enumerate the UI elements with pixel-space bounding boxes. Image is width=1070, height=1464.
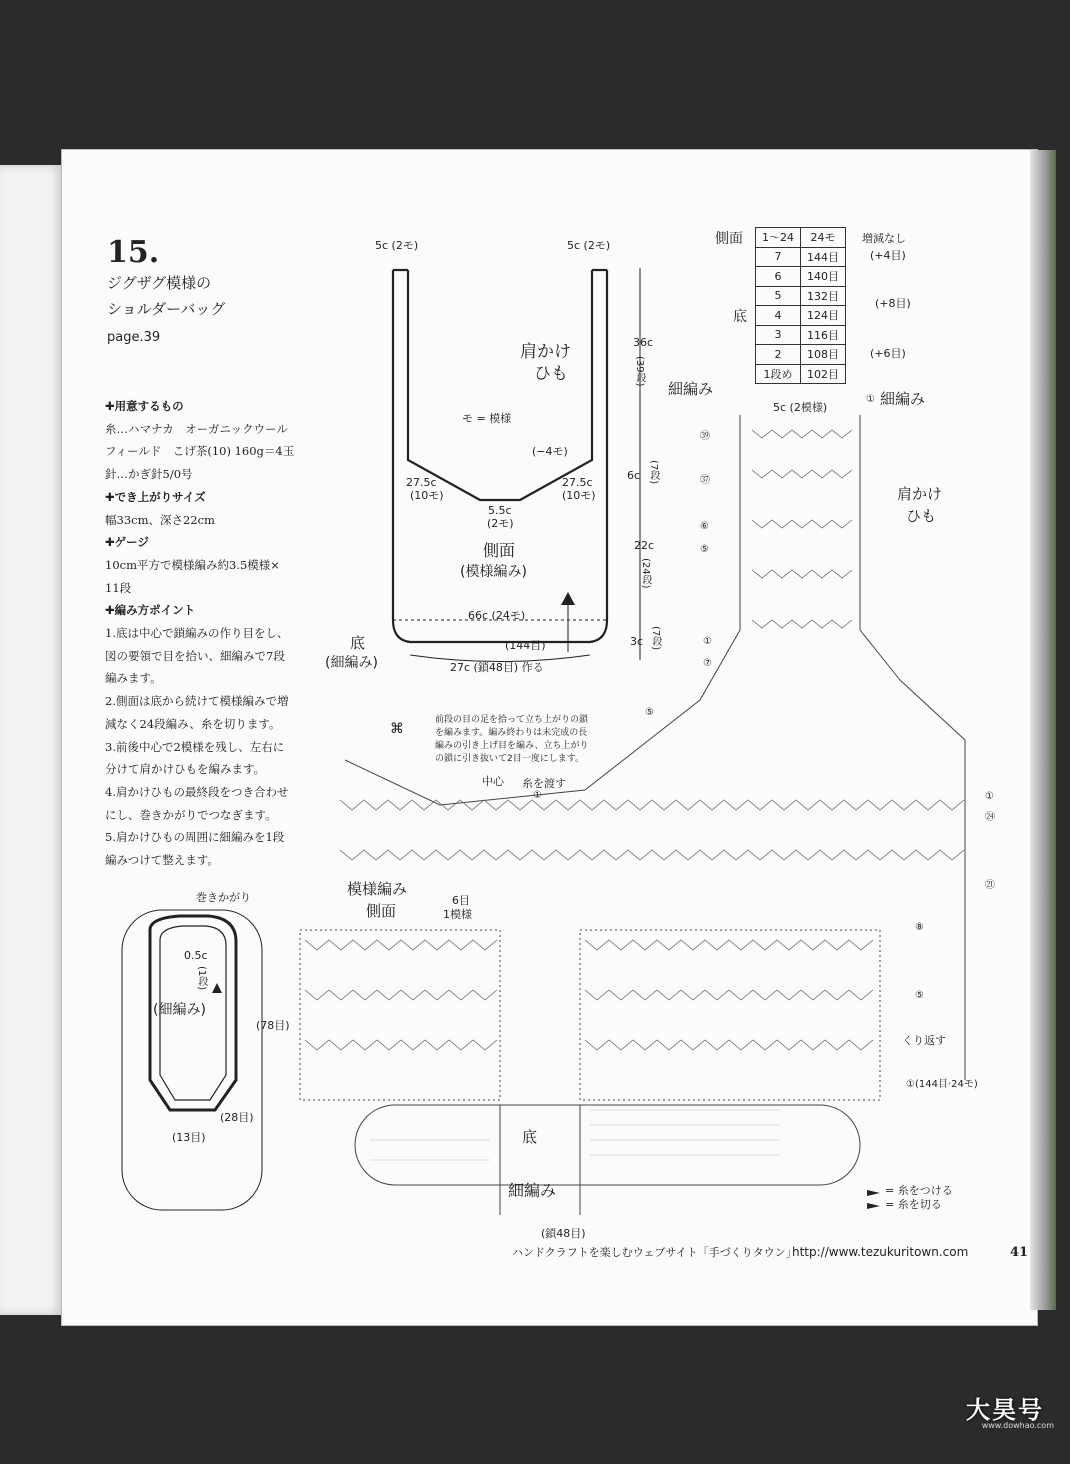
table-row [756, 228, 846, 248]
row-label: ⑤ [645, 707, 654, 718]
row-number: 2 [756, 345, 801, 365]
joining-rows: (1段) [196, 966, 207, 991]
table-note-plus6: (+6目) [870, 347, 906, 360]
side-label: 側面 [483, 541, 516, 560]
step-line: 図の要領で目を拾い、細編みで7段 [105, 648, 285, 663]
step-line: 2.側面は底から続けて模様編みで増 [105, 694, 289, 709]
row-label: ㊴ [700, 431, 710, 442]
step-line: 5.肩かけひもの周囲に細編みを1段 [105, 830, 285, 845]
row-label: ㉑ [985, 880, 995, 891]
bottom-sub-label: (細編み) [325, 655, 378, 671]
row-label: ① [703, 636, 712, 647]
chart-strap-label: 肩かけ [897, 485, 943, 503]
table-note-no-change: 増減なし [862, 232, 906, 245]
repeat-unit: 1模様 [443, 908, 472, 921]
height-bottom: 3c [630, 635, 644, 648]
stitch-count: 132目 [801, 286, 846, 306]
legend-cut: = 糸を切る [885, 1198, 942, 1211]
materials-line: 針…かぎ針5/0号 [105, 467, 193, 482]
bottom-chain: 27c (鎖48目) 作る [450, 661, 544, 674]
chart-sc-right: 細編み [880, 390, 926, 408]
chart-note-line: 前段の目の足を拾って立ち上がりの鎖 [435, 715, 589, 725]
row-label: ⑦ [703, 658, 712, 669]
row-label: ① [985, 791, 994, 802]
step-line: 減なく24段編み、糸を切ります。 [105, 716, 281, 731]
legend-attach: = 糸をつける [885, 1184, 953, 1197]
height-side-rows: (24段) [640, 558, 651, 589]
row-label: ⑤ [915, 990, 924, 1001]
watermark-url: www.dowhao.com [981, 1421, 1054, 1430]
footer-site: ハンドクラフトを楽しむウェブサイト「手づくりタウン」 [512, 1246, 797, 1259]
table-row [756, 364, 846, 384]
legend-mo: モ = 模様 [462, 412, 512, 425]
height-dec: 6c [627, 469, 641, 482]
joining-label: 巻きかがり [196, 891, 251, 904]
table-row [756, 247, 846, 267]
chart-sc-left: 細編み [668, 380, 714, 398]
table-row [756, 325, 846, 345]
joining-sts28: (28目) [220, 1111, 254, 1124]
pattern-title-line2: ショルダーバッグ [107, 300, 226, 318]
joining-width: 0.5c [184, 949, 208, 962]
instructions [105, 395, 335, 872]
step-line: 4.肩かけひもの最終段をつき合わせ [105, 784, 289, 799]
left-width-mo: (10モ) [410, 489, 444, 502]
step-line: 3.前後中心で2模様を残し、左右に [105, 739, 285, 754]
chart-note-line: の鎖に引き抜いて2目一度にします。 [435, 754, 585, 764]
side-sub-label: (模様編み) [460, 564, 527, 580]
yarn-cross-label: 糸を渡す [522, 777, 566, 790]
decrease-label: (−4モ) [532, 445, 568, 458]
chart-strap-label: ひも [906, 507, 937, 525]
page-right-edge [1030, 150, 1056, 1310]
points-heading: ✚編み方ポイント [105, 603, 196, 618]
gauge-heading: ✚ゲージ [105, 535, 149, 550]
strap-top-left-label: 5c (2モ) [375, 239, 419, 252]
bottom-label: 底 [350, 634, 366, 652]
table-note-plus4: (+4目) [870, 249, 906, 262]
pattern-side-label: 側面 [366, 902, 397, 920]
left-page-edge [0, 165, 64, 1315]
materials-line: 糸…ハマナカ オーガニックウール [105, 421, 288, 436]
row-number: 7 [756, 247, 801, 267]
height-strap: 36c [633, 336, 654, 349]
row-label: ①(144目·24モ) [906, 1079, 978, 1090]
stitch-count: 116目 [801, 325, 846, 345]
page-reference: page.39 [107, 330, 161, 345]
step-line: にし、巻きかがりでつなぎます。 [105, 807, 277, 822]
row-label: ㊲ [700, 475, 710, 486]
step-line: 編みつけて整えます。 [105, 853, 219, 868]
row-label: ⑤ [700, 544, 709, 555]
height-bottom-rows: (7段) [650, 626, 661, 651]
center-label: 中心 [482, 775, 504, 788]
pattern-number: 15. [107, 235, 160, 270]
step-line: 編みます。 [105, 671, 162, 686]
table-row [756, 267, 846, 287]
center-width: 5.5c [488, 504, 512, 517]
strap-label: ひも [534, 364, 568, 384]
stitch-count: 140目 [801, 267, 846, 287]
chart-note-line: 編みの引き上げ目を編み、立ち上がり [435, 741, 589, 751]
page-number: 41 [1010, 1245, 1029, 1260]
table-bottom-label: 底 [733, 309, 747, 325]
gauge-line: 11段 [105, 580, 132, 595]
right-width-mo: (10モ) [562, 489, 596, 502]
row-label: ① [533, 790, 542, 801]
table-note-plus8: (+8目) [875, 297, 911, 310]
body-stitches: (144目) [505, 639, 546, 652]
right-width: 27.5c [562, 476, 593, 489]
joining-sts13: (13目) [172, 1131, 206, 1144]
stitch-symbol-icon: ⌘ [390, 721, 404, 737]
height-dec-rows: (7段) [648, 460, 659, 485]
row-label: ① [866, 394, 875, 405]
left-width: 27.5c [406, 476, 437, 489]
chart-top-width: 5c (2模様) [773, 401, 828, 414]
row-number: 5 [756, 286, 801, 306]
stitch-count: 144目 [801, 247, 846, 267]
materials-heading: ✚用意するもの [105, 399, 184, 413]
increase-table [755, 227, 846, 384]
chart-bottom-chain: (鎖48目) [541, 1227, 586, 1240]
row-label: ⑧ [915, 922, 924, 933]
row-label: ⑥ [700, 521, 709, 532]
step-line: 1.底は中心で鎖編みの作り目をし、 [105, 626, 289, 641]
footer-url[interactable]: http://www.tezukuritown.com [792, 1245, 969, 1259]
watermark-logo: 大昊号 [966, 1395, 1044, 1424]
chart-bottom-sc-label: 細編み [508, 1181, 557, 1200]
pattern-stitch-label: 模様編み [347, 880, 408, 898]
strap-top-right-label: 5c (2モ) [567, 239, 611, 252]
row-number: 1〜24 [756, 228, 801, 248]
height-side: 22c [634, 539, 655, 552]
center-width-mo: (2モ) [487, 517, 514, 530]
row-number: 1段め [756, 364, 801, 384]
table-row [756, 345, 846, 365]
repeat-label: くり返す [902, 1034, 946, 1047]
height-strap-rows: (39段) [634, 356, 645, 387]
joining-sc-label: (細編み) [153, 1002, 206, 1018]
step-line: 分けて肩かけひもを編みます。 [105, 762, 266, 777]
table-row [756, 306, 846, 326]
chart-bottom-label: 底 [522, 1128, 538, 1146]
joining-sts78: (78目) [256, 1019, 290, 1032]
table-side-label: 側面 [715, 231, 743, 247]
row-number: 6 [756, 267, 801, 287]
gauge-line: 10cm平方で模様編み約3.5模様× [105, 557, 280, 572]
size-value: 幅33cm、深さ22cm [105, 512, 215, 527]
materials-line: フィールド こげ茶(10) 160g＝4玉 [105, 444, 295, 459]
stitch-count: 108目 [801, 345, 846, 365]
pattern-title-line1: ジグザグ模様の [107, 274, 212, 292]
repeat-count: 6目 [452, 894, 470, 907]
chart-note-line: を編みます。編み終わりは未完成の長 [435, 728, 588, 738]
size-heading: ✚でき上がりサイズ [105, 489, 206, 504]
stitch-count: 24モ [801, 228, 846, 248]
row-number: 3 [756, 325, 801, 345]
body-width: 66c (24モ) [468, 609, 526, 622]
strap-label: 肩かけ [520, 342, 571, 362]
row-number: 4 [756, 306, 801, 326]
stitch-count: 124目 [801, 306, 846, 326]
table-row [756, 286, 846, 306]
row-label: ㉔ [985, 812, 995, 823]
stitch-count: 102目 [801, 364, 846, 384]
